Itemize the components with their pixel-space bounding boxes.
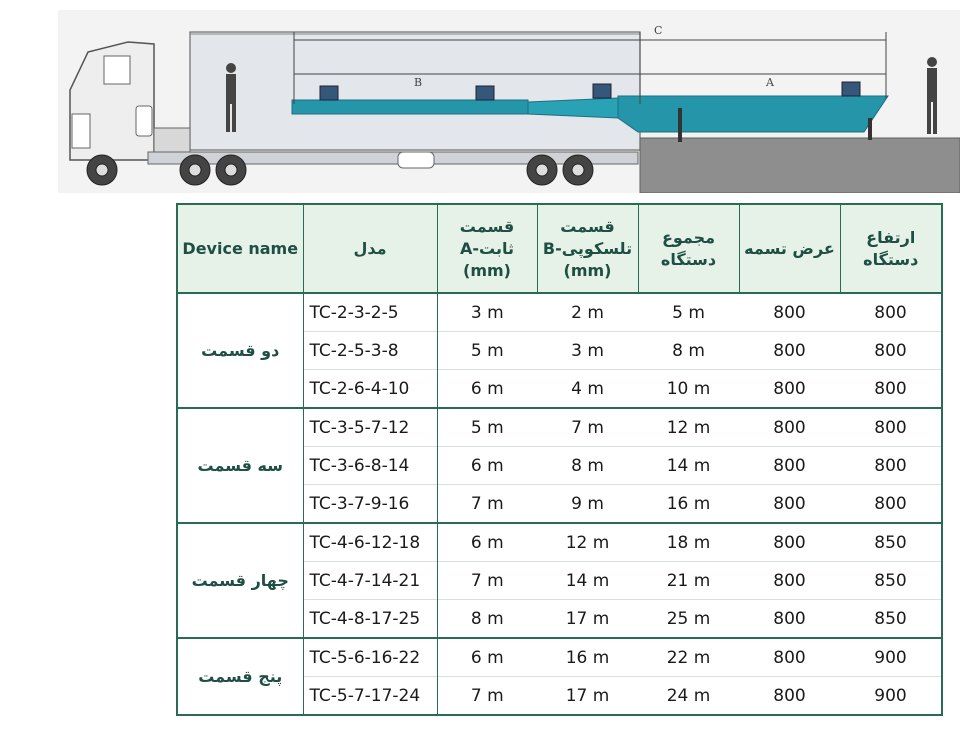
cell-width: 800: [739, 332, 840, 370]
cell-telescopic: 8 m: [537, 447, 638, 485]
header-belt-width: عرض تسمه: [739, 204, 840, 293]
header-device-height: ارتفاع دستگاه: [840, 204, 942, 293]
cell-fixed: 5 m: [437, 332, 537, 370]
device-group-name: چهار قسمت: [177, 523, 303, 638]
cell-height: 800: [840, 332, 942, 370]
dimension-label-a: A: [766, 76, 774, 89]
header-telescopic-section: قسمت تلسکوپی-B (mm): [537, 204, 638, 293]
cell-fixed: 5 m: [437, 408, 537, 447]
cell-total: 18 m: [638, 523, 739, 562]
cell-total: 16 m: [638, 485, 739, 524]
table-row: [177, 293, 942, 332]
header-total-length: مجموع دستگاه: [638, 204, 739, 293]
header-fixed-section: قسمت ثابت-A (mm): [437, 204, 537, 293]
cell-fixed: 8 m: [437, 600, 537, 639]
cell-width: 800: [739, 408, 840, 447]
cell-model: TC-4-7-14-21: [303, 562, 437, 600]
truck-conveyor-illustration: [58, 10, 960, 193]
cell-width: 800: [739, 293, 840, 332]
cell-height: 850: [840, 562, 942, 600]
cell-height: 850: [840, 600, 942, 639]
cell-fixed: 6 m: [437, 447, 537, 485]
cell-fixed: 6 m: [437, 370, 537, 409]
cell-telescopic: 7 m: [537, 408, 638, 447]
cell-height: 800: [840, 408, 942, 447]
cell-width: 800: [739, 677, 840, 716]
table-header-row: [177, 204, 942, 293]
cell-height: 900: [840, 638, 942, 677]
header-model: مدل: [303, 204, 437, 293]
cell-model: TC-2-6-4-10: [303, 370, 437, 409]
dimension-label-c: C: [654, 24, 663, 37]
device-group-name: سه قسمت: [177, 408, 303, 523]
cell-model: TC-4-8-17-25: [303, 600, 437, 639]
cell-width: 800: [739, 485, 840, 524]
cell-total: 5 m: [638, 293, 739, 332]
cell-telescopic: 16 m: [537, 638, 638, 677]
cell-width: 800: [739, 600, 840, 639]
cell-height: 800: [840, 485, 942, 524]
cell-fixed: 7 m: [437, 562, 537, 600]
cell-height: 900: [840, 677, 942, 716]
loading-dock: [640, 138, 960, 193]
device-group-name: پنج قسمت: [177, 638, 303, 715]
cell-height: 800: [840, 293, 942, 332]
cell-fixed: 7 m: [437, 677, 537, 716]
cell-model: TC-2-5-3-8: [303, 332, 437, 370]
cell-telescopic: 9 m: [537, 485, 638, 524]
cell-total: 21 m: [638, 562, 739, 600]
cell-fixed: 3 m: [437, 293, 537, 332]
cell-fixed: 7 m: [437, 485, 537, 524]
cell-width: 800: [739, 370, 840, 409]
cell-total: 14 m: [638, 447, 739, 485]
cell-width: 800: [739, 638, 840, 677]
cell-total: 22 m: [638, 638, 739, 677]
dimension-label-b: B: [414, 76, 423, 89]
cell-telescopic: 17 m: [537, 600, 638, 639]
cell-total: 10 m: [638, 370, 739, 409]
cell-height: 800: [840, 447, 942, 485]
cell-telescopic: 2 m: [537, 293, 638, 332]
cell-telescopic: 12 m: [537, 523, 638, 562]
cell-total: 8 m: [638, 332, 739, 370]
cell-width: 800: [739, 447, 840, 485]
cell-width: 800: [739, 523, 840, 562]
cell-model: TC-3-7-9-16: [303, 485, 437, 524]
cell-fixed: 6 m: [437, 523, 537, 562]
table-row: [177, 523, 942, 562]
table-row: [177, 638, 942, 677]
cell-model: TC-5-7-17-24: [303, 677, 437, 716]
cell-model: TC-3-6-8-14: [303, 447, 437, 485]
cell-model: TC-5-6-16-22: [303, 638, 437, 677]
cell-height: 800: [840, 370, 942, 409]
specifications-table: [176, 203, 943, 716]
cell-model: TC-3-5-7-12: [303, 408, 437, 447]
device-group-name: دو قسمت: [177, 293, 303, 408]
cell-fixed: 6 m: [437, 638, 537, 677]
cell-total: 25 m: [638, 600, 739, 639]
cell-model: TC-4-6-12-18: [303, 523, 437, 562]
table-row: [177, 408, 942, 447]
trailer-body: [190, 32, 640, 150]
cell-telescopic: 4 m: [537, 370, 638, 409]
header-device-name: Device name: [177, 204, 303, 293]
cell-height: 850: [840, 523, 942, 562]
cell-model: TC-2-3-2-5: [303, 293, 437, 332]
cell-total: 24 m: [638, 677, 739, 716]
cell-width: 800: [739, 562, 840, 600]
cell-telescopic: 3 m: [537, 332, 638, 370]
cell-total: 12 m: [638, 408, 739, 447]
cell-telescopic: 14 m: [537, 562, 638, 600]
cell-telescopic: 17 m: [537, 677, 638, 716]
